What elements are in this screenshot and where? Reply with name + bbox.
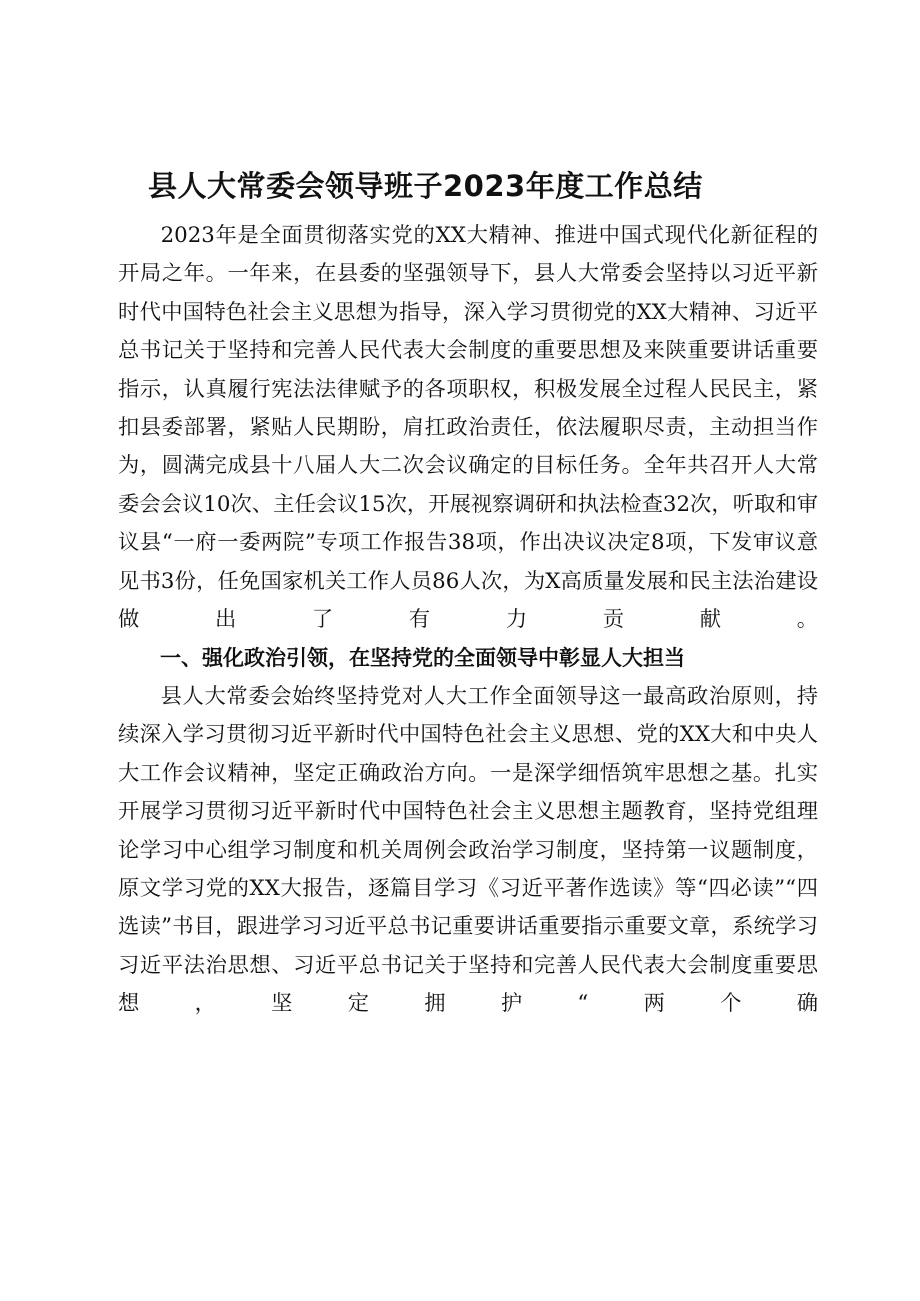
- section-1-paragraph: 县人大常委会始终坚持党对人大工作全面领导这一最高政治原则，持续深入学习贯彻习近平新时代中国特色社会主义思想、党的XX大和中央人大工作会议精神，坚定正确政治方向。一是深学细悟筑牢思想之基。扎实开展学习贯彻习近平新时代中国特色社会主义思想主题教育，坚持党组理论学习中心组学习制度和机关周例会政治学习制度，坚持第一议题制度，原文学习党的XX大报告，逐篇目学习《习近平著作选读》等“四必读”“四选读”书目，跟进学习习近平总书记重要讲话重要指示重要文章，系统学习习近平法治思想、习近平总书记关于坚持和完善人民代表大会制度重要思想，坚定拥护“两个确: [118, 683, 818, 1017]
- document-title: 县人大常委会领导班子2023年度工作总结: [148, 169, 703, 203]
- section-1-heading: 一、强化政治引领，在坚持党的全面领导中彰显人大担当: [160, 646, 685, 671]
- document-page: [118, 160, 818, 1024]
- intro-paragraph: 2023年是全面贯彻落实党的XX大精神、推进中国式现代化新征程的开局之年。一年来，在县委的坚强领导下，县人大常委会坚持以习近平新时代中国特色社会主义思想为指导，深入学习贯彻党的XX大精神、习近平总书记关于坚持和完善人民代表大会制度的重要思想及来陕重要讲话重要指示，认真履行宪法法律赋予的各项职权，积极发展全过程人民民主，紧扣县委部署，紧贴人民期盼，肩扛政治责任，依法履职尽责，主动担当作为，圆满完成县十八届人大二次会议确定的目标任务。全年共召开人大常委会会议10次、主任会议15次，开展视察调研和执法检查32次，听取和审议县“一府一委两院”专项工作报告38项，作出决议决定8项，下发审议意见书3份，任免国家机关工作人员86人次，为X高质量发展和民主法治建设做出了有力贡献。: [118, 223, 818, 633]
